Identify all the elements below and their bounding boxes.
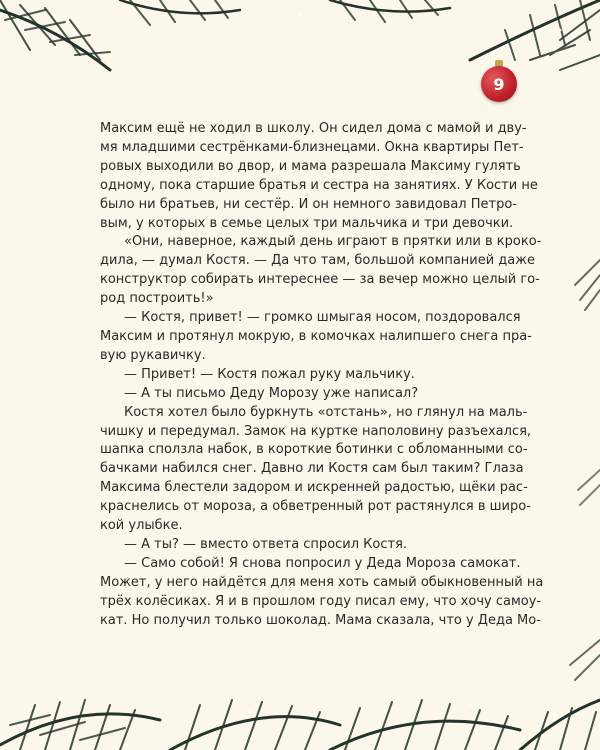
text-line: — А ты? — вместо ответа спросил Костя.	[124, 536, 408, 552]
text-line: было ни братьев, ни сестёр. И он немного завидовал Петро-	[100, 196, 517, 212]
text-line: шапка сползла набок, в короткие ботинки с обломанными со-	[100, 442, 528, 458]
page-number-badge: 9	[481, 66, 517, 102]
text-line: краснелись от мороза, а обветренный рот растянулся в широ-	[100, 499, 531, 515]
text-line: «Они, наверное, каждый день играют в прятки или в кроко-	[124, 234, 542, 250]
text-line: Максим и протянул мокрую, в комочках налипшего снега пра-	[100, 328, 532, 344]
text-line: чишку и передумал. Замок на куртке наполовину разъехался,	[100, 423, 532, 439]
text-line: Максима блестели задором и искренней радостью, щёки рас-	[100, 480, 528, 496]
text-line: род построить!»	[100, 291, 214, 307]
text-line: — Само собой! Я снова попросил у Деда Мороза самокат.	[124, 555, 521, 571]
text-line: Костя хотел было буркнуть «отстань», но глянул на маль-	[124, 404, 528, 420]
text-line: дила, — думал Костя. — Да что там, большой компанией даже	[100, 253, 535, 269]
main-text	[100, 120, 544, 630]
text-line: Может, у него найдётся для меня хоть самый обыкновенный на	[100, 574, 544, 590]
text-line: кой улыбке.	[100, 518, 183, 534]
text-line: мя младшими сестрёнками-близнецами. Окна квартиры Пет-	[100, 139, 524, 155]
text-line: — Привет! — Костя пожал руку мальчику.	[124, 366, 415, 382]
text-line: конструктор собирать интереснее — за вечер можно целый го-	[100, 272, 540, 288]
text-line: — А ты письмо Деду Морозу уже написал?	[124, 385, 419, 401]
text-line: ровых выходили во двор, и мама разрешала Максиму гулять	[100, 158, 521, 174]
text-line: вым, у которых в семье целых три мальчика и три девочки.	[100, 215, 514, 231]
text-line: одному, пока старшие братья и сестра на занятиях. У Кости не	[100, 177, 538, 193]
text-line: — Костя, привет! — громко шмыгая носом, поздоровался	[124, 310, 521, 326]
text-line: вую рукавичку.	[100, 347, 206, 363]
text-line: бачками набился снег. Давно ли Костя сам был таким? Глаза	[100, 461, 524, 477]
text-line: Максим ещё не ходил в школу. Он сидел дома с мамой и дву-	[100, 121, 527, 136]
text-line: трёх колёсиках. Я и в прошлом году писал ему, что хочу самоу-	[100, 593, 542, 609]
text-line: кат. Но получил только шоколад. Мама сказала, что у Деда Мо-	[100, 612, 541, 628]
